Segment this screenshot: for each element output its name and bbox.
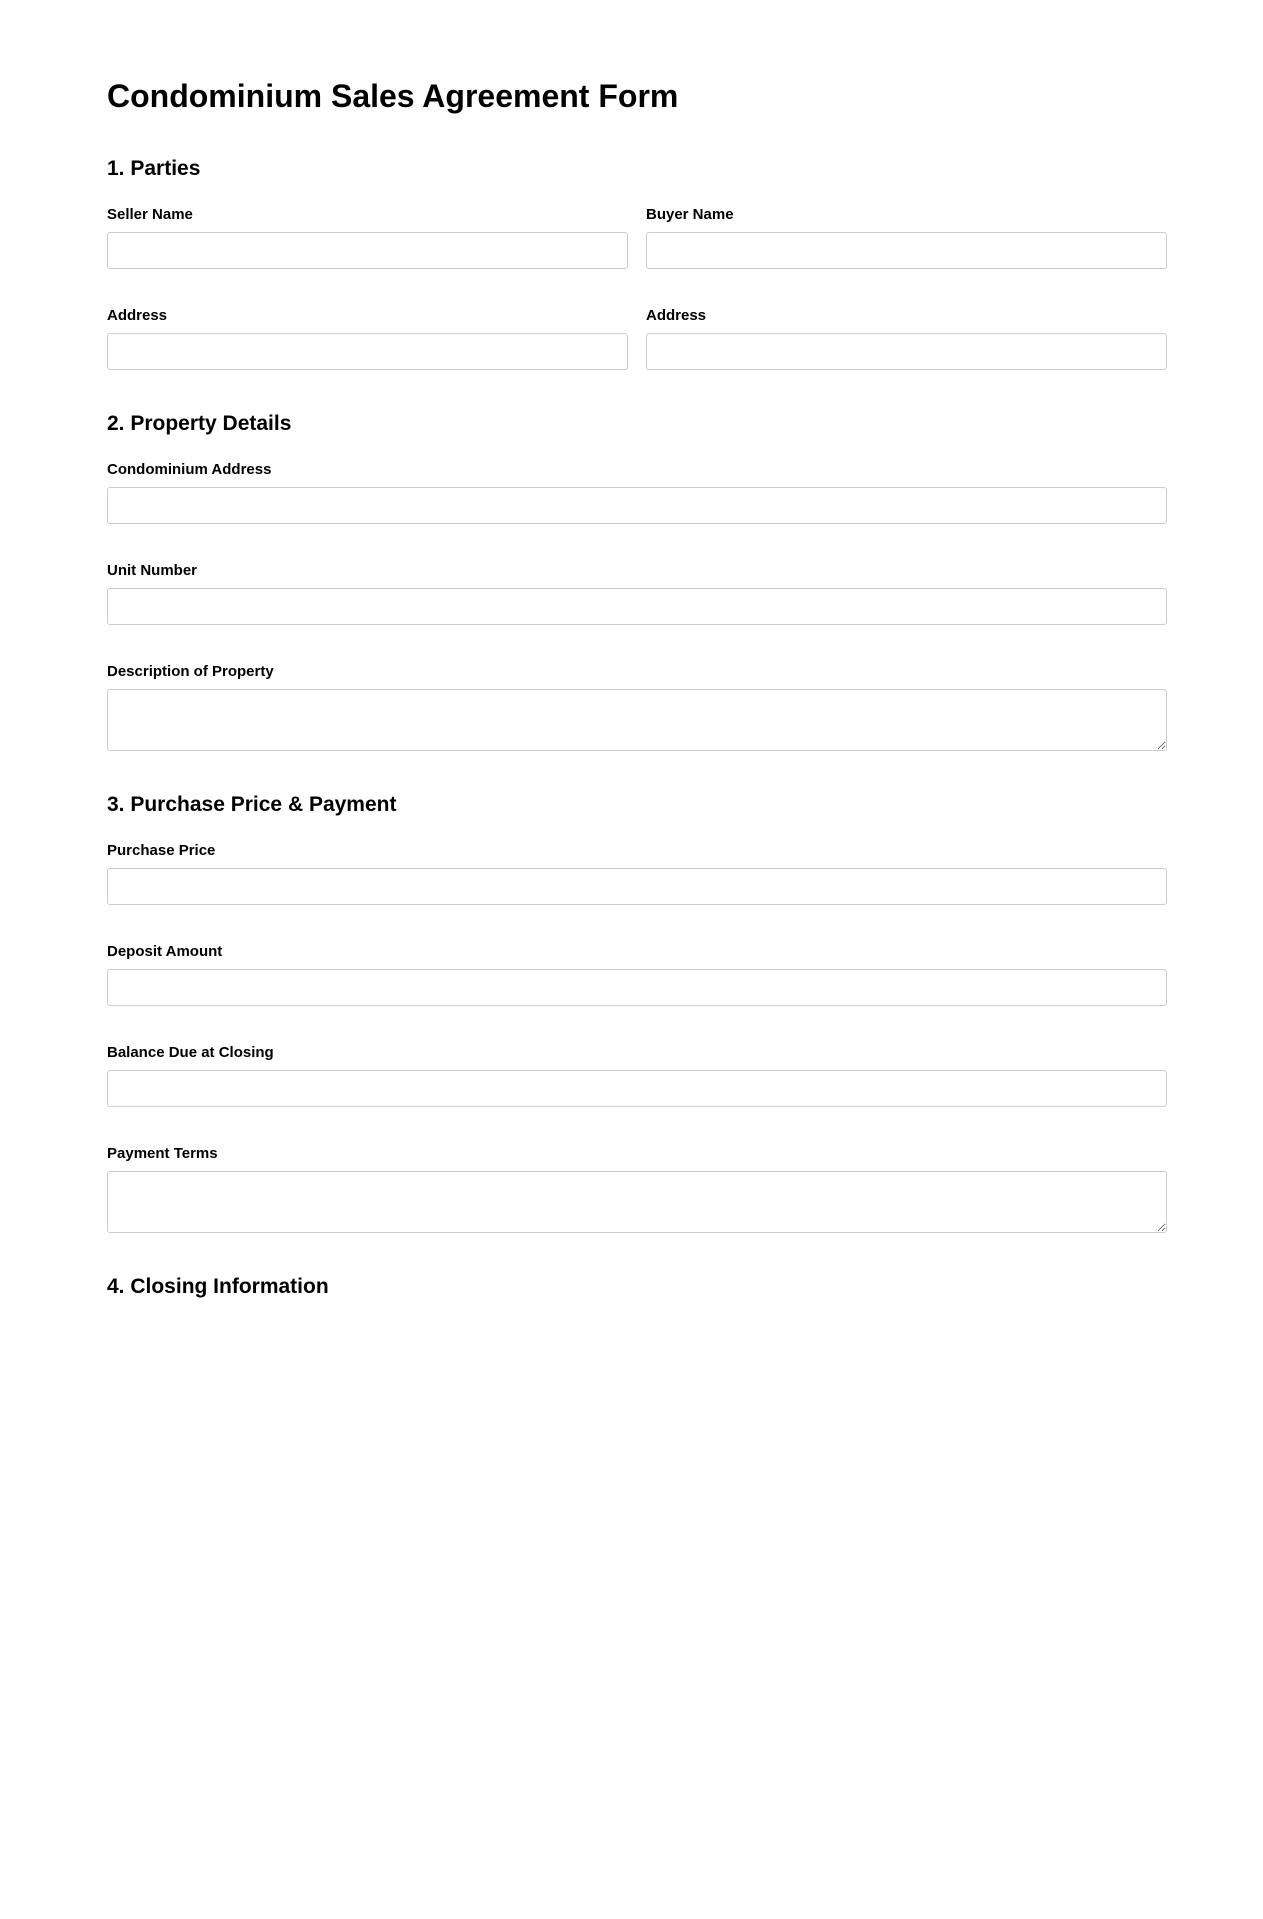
section-heading-property-details: 2. Property Details	[107, 411, 292, 435]
field-payment-terms	[107, 1145, 1167, 1233]
deposit-amount-label: Deposit Amount	[107, 942, 223, 960]
field-purchase-price	[107, 842, 1167, 905]
buyer-name-label: Buyer Name	[646, 205, 734, 223]
section-closing-information	[107, 1275, 1167, 1298]
field-unit-number	[107, 562, 1167, 625]
property-description-textarea[interactable]	[107, 689, 1167, 751]
field-buyer-address	[646, 307, 1167, 370]
section-heading-closing-information: 4. Closing Information	[107, 1274, 329, 1298]
section-property-details	[107, 412, 1167, 751]
buyer-address-input[interactable]	[646, 333, 1167, 370]
seller-address-label: Address	[107, 306, 168, 324]
buyer-name-input[interactable]	[646, 232, 1167, 269]
field-property-description	[107, 663, 1167, 751]
seller-name-input[interactable]	[107, 232, 628, 269]
seller-name-label: Seller Name	[107, 205, 193, 223]
purchase-price-label: Purchase Price	[107, 841, 216, 859]
page-title: Condominium Sales Agreement Form	[107, 78, 679, 114]
property-description-label: Description of Property	[107, 662, 274, 680]
balance-due-at-closing-input[interactable]	[107, 1070, 1167, 1107]
condominium-address-label: Condominium Address	[107, 460, 272, 478]
field-balance-due-at-closing	[107, 1044, 1167, 1107]
deposit-amount-input[interactable]	[107, 969, 1167, 1006]
parties-name-row	[107, 206, 1167, 269]
field-condominium-address	[107, 461, 1167, 524]
field-seller-name	[107, 206, 628, 269]
purchase-price-input[interactable]	[107, 868, 1167, 905]
payment-terms-label: Payment Terms	[107, 1144, 218, 1162]
balance-due-at-closing-label: Balance Due at Closing	[107, 1043, 274, 1061]
field-deposit-amount	[107, 943, 1167, 1006]
section-purchase-price-payment	[107, 793, 1167, 1233]
field-buyer-name	[646, 206, 1167, 269]
section-heading-purchase-price-payment: 3. Purchase Price & Payment	[107, 792, 397, 816]
condominium-address-input[interactable]	[107, 487, 1167, 524]
section-parties	[107, 157, 1167, 370]
field-seller-address	[107, 307, 628, 370]
payment-terms-textarea[interactable]	[107, 1171, 1167, 1233]
section-heading-parties: 1. Parties	[107, 156, 201, 180]
unit-number-label: Unit Number	[107, 561, 197, 579]
buyer-address-label: Address	[646, 306, 707, 324]
parties-address-row	[107, 307, 1167, 370]
unit-number-input[interactable]	[107, 588, 1167, 625]
seller-address-input[interactable]	[107, 333, 628, 370]
